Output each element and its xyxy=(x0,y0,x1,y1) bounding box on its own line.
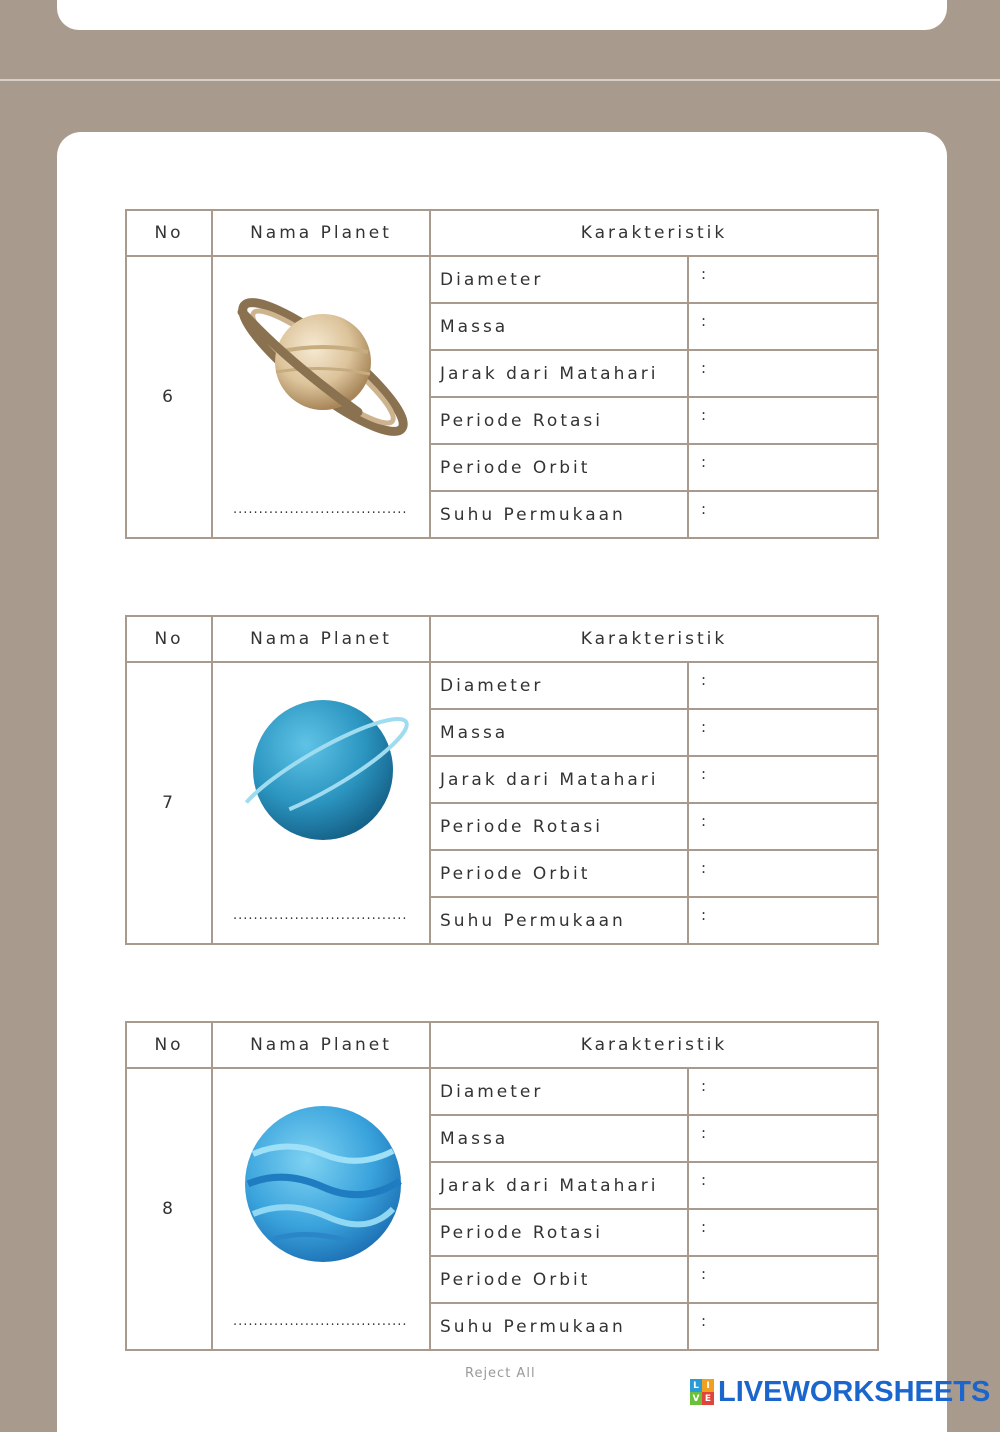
char-input-orbit[interactable]: : xyxy=(688,444,878,491)
char-input-orbit[interactable]: : xyxy=(688,1256,878,1303)
row-number: 8 xyxy=(126,1068,212,1350)
char-label-rotasi: Periode Rotasi xyxy=(430,397,688,444)
char-input-rotasi[interactable]: : xyxy=(688,397,878,444)
header-no: No xyxy=(126,1022,212,1068)
char-input-diameter[interactable]: : xyxy=(688,1068,878,1115)
header-no: No xyxy=(126,210,212,256)
header-no: No xyxy=(126,616,212,662)
char-label-massa: Massa xyxy=(430,1115,688,1162)
char-label-massa: Massa xyxy=(430,303,688,350)
char-label-orbit: Periode Orbit xyxy=(430,1256,688,1303)
char-input-suhu[interactable]: : xyxy=(688,1303,878,1350)
char-label-jarak: Jarak dari Matahari xyxy=(430,350,688,397)
planet-name-blank[interactable]: .................................. xyxy=(233,502,408,517)
char-input-massa[interactable]: : xyxy=(688,709,878,756)
char-input-rotasi[interactable]: : xyxy=(688,1209,878,1256)
reject-all-button[interactable]: Reject All xyxy=(465,1366,536,1381)
char-input-massa[interactable]: : xyxy=(688,1115,878,1162)
planet-table-6 xyxy=(125,209,879,539)
planet-picture-cell xyxy=(212,662,430,944)
header-planet-name: Nama Planet xyxy=(212,1022,430,1068)
char-input-jarak[interactable]: : xyxy=(688,756,878,803)
char-input-orbit[interactable]: : xyxy=(688,850,878,897)
planet-picture-cell xyxy=(212,256,430,538)
planet-name-blank[interactable]: .................................. xyxy=(233,908,408,923)
char-input-suhu[interactable]: : xyxy=(688,491,878,538)
char-input-diameter[interactable]: : xyxy=(688,256,878,303)
row-number: 6 xyxy=(126,256,212,538)
char-label-suhu: Suhu Permukaan xyxy=(430,897,688,944)
char-label-orbit: Periode Orbit xyxy=(430,444,688,491)
brand-wordmark: LIVEWORKSHEETS xyxy=(718,1375,991,1408)
row-number: 7 xyxy=(126,662,212,944)
char-input-jarak[interactable]: : xyxy=(688,350,878,397)
header-characteristics: Karakteristik xyxy=(430,210,878,256)
header-planet-name: Nama Planet xyxy=(212,616,430,662)
planet-table-8 xyxy=(125,1021,879,1351)
planet-name-blank[interactable]: .................................. xyxy=(233,1314,408,1329)
neptune-image xyxy=(228,1099,418,1269)
char-label-rotasi: Periode Rotasi xyxy=(430,803,688,850)
liveworksheets-brand[interactable] xyxy=(690,1374,990,1410)
saturn-image xyxy=(228,282,418,442)
previous-page-card xyxy=(57,0,947,30)
char-label-suhu: Suhu Permukaan xyxy=(430,491,688,538)
char-label-diameter: Diameter xyxy=(430,256,688,303)
char-label-diameter: Diameter xyxy=(430,1068,688,1115)
char-input-suhu[interactable]: : xyxy=(688,897,878,944)
page-divider xyxy=(0,79,1000,81)
char-label-orbit: Periode Orbit xyxy=(430,850,688,897)
char-input-massa[interactable]: : xyxy=(688,303,878,350)
char-input-rotasi[interactable]: : xyxy=(688,803,878,850)
char-input-diameter[interactable]: : xyxy=(688,662,878,709)
char-label-massa: Massa xyxy=(430,709,688,756)
liveworksheets-logo-icon: L I V E xyxy=(690,1379,714,1405)
char-label-jarak: Jarak dari Matahari xyxy=(430,1162,688,1209)
uranus-image xyxy=(228,683,418,853)
char-label-diameter: Diameter xyxy=(430,662,688,709)
header-planet-name: Nama Planet xyxy=(212,210,430,256)
header-characteristics: Karakteristik xyxy=(430,1022,878,1068)
char-label-jarak: Jarak dari Matahari xyxy=(430,756,688,803)
planet-table-7 xyxy=(125,615,879,945)
header-characteristics: Karakteristik xyxy=(430,616,878,662)
planet-picture-cell xyxy=(212,1068,430,1350)
char-label-suhu: Suhu Permukaan xyxy=(430,1303,688,1350)
char-input-jarak[interactable]: : xyxy=(688,1162,878,1209)
char-label-rotasi: Periode Rotasi xyxy=(430,1209,688,1256)
